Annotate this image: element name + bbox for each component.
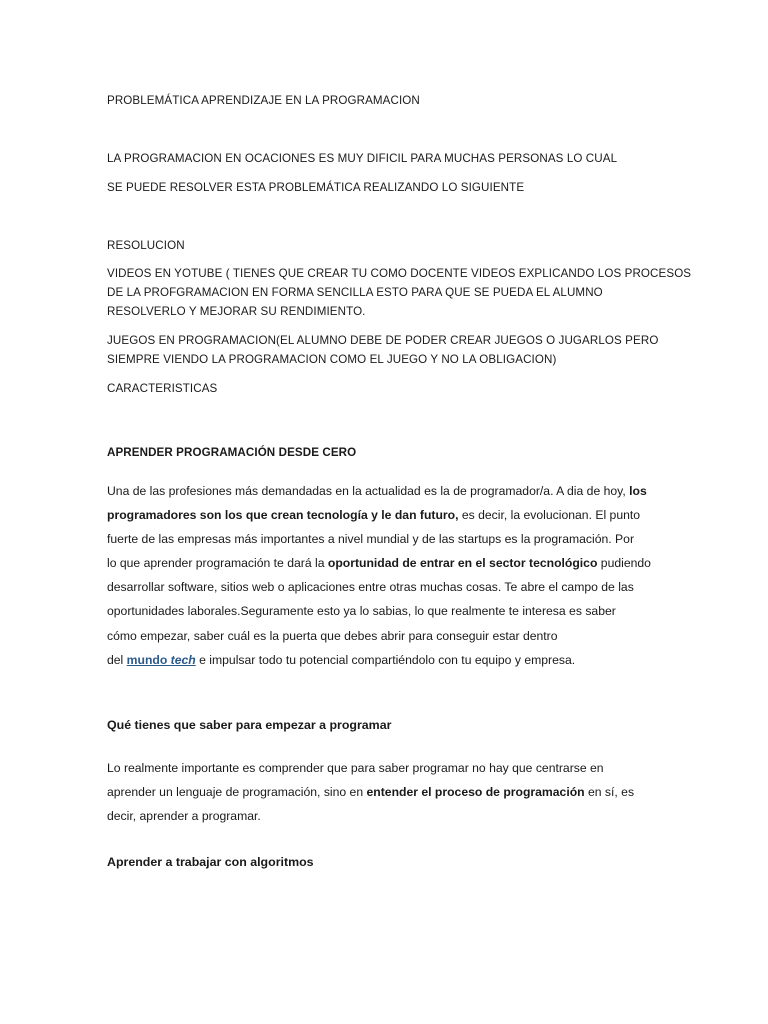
caracteristicas-heading: CARACTERISTICAS: [107, 382, 218, 395]
p1-line-5: desarrollar software, sitios web o aplicaciones entre otras muchas cosas. Te abre el campo de las: [107, 580, 634, 594]
que-tienes-heading: Qué tienes que saber para empezar a programar: [107, 718, 392, 732]
p1-line-4: lo que aprender programación te dará la oportunidad de entrar en el sector tecnológico pudiendo: [107, 556, 651, 570]
juegos-line-2: SIEMPRE VIENDO LA PROGRAMACION COMO EL JUEGO Y NO LA OBLIGACION): [107, 353, 557, 366]
aprender-heading: APRENDER PROGRAMACIÓN DESDE CERO: [107, 446, 357, 459]
juegos-line-1: JUEGOS EN PROGRAMACION(EL ALUMNO DEBE DE PODER CREAR JUEGOS O JUGARLOS PERO: [107, 334, 659, 347]
p1-line-2: programadores son los que crean tecnología y le dan futuro, es decir, la evolucionan. El punto: [107, 508, 641, 522]
p1-line-7: cómo empezar, saber cuál es la puerta que debes abrir para conseguir estar dentro: [107, 629, 558, 643]
videos-line-3: RESOLVERLO Y MEJORAR SU RENDIMIENTO.: [107, 305, 366, 318]
videos-line-2: DE LA PROFGRAMACION EN FORMA SENCILLA ESTO PARA QUE SE PUEDA EL ALUMNO: [107, 286, 603, 299]
algoritmos-heading: Aprender a trabajar con algoritmos: [107, 855, 314, 869]
p1-line-3: fuerte de las empresas más importantes a nivel mundial y de las startups es la programación. Por: [107, 532, 635, 546]
videos-line-1: VIDEOS EN YOTUBE ( TIENES QUE CREAR TU COMO DOCENTE VIDEOS EXPLICANDO LOS PROCESOS: [107, 267, 692, 280]
p2-line-1: Lo realmente importante es comprender que para saber programar no hay que centrarse en: [107, 761, 604, 775]
p2-line-2: aprender un lenguaje de programación, sino en entender el proceso de programación en sí, es: [107, 785, 635, 799]
resolucion-heading: RESOLUCION: [107, 239, 185, 252]
p1-line-8: del mundo tech e impulsar todo tu potencial compartiéndolo con tu equipo y empresa.: [107, 653, 576, 667]
doc-title: PROBLEMÁTICA APRENDIZAJE EN LA PROGRAMACION: [107, 94, 420, 107]
p1-line-6: oportunidades laborales.Seguramente esto ya lo sabias, lo que realmente te interesa es saber: [107, 604, 616, 618]
mundo-tech-link[interactable]: mundo tech: [126, 653, 196, 667]
p2-line-3: decir, aprender a programar.: [107, 809, 261, 823]
intro-line-2: SE PUEDE RESOLVER ESTA PROBLEMÁTICA REALIZANDO LO SIGUIENTE: [107, 181, 525, 194]
p1-line-1: Una de las profesiones más demandadas en la actualidad es la de programador/a. A dia de hoy, los: [107, 484, 647, 498]
intro-line-1: LA PROGRAMACION EN OCACIONES ES MUY DIFICIL PARA MUCHAS PERSONAS LO CUAL: [107, 152, 618, 165]
